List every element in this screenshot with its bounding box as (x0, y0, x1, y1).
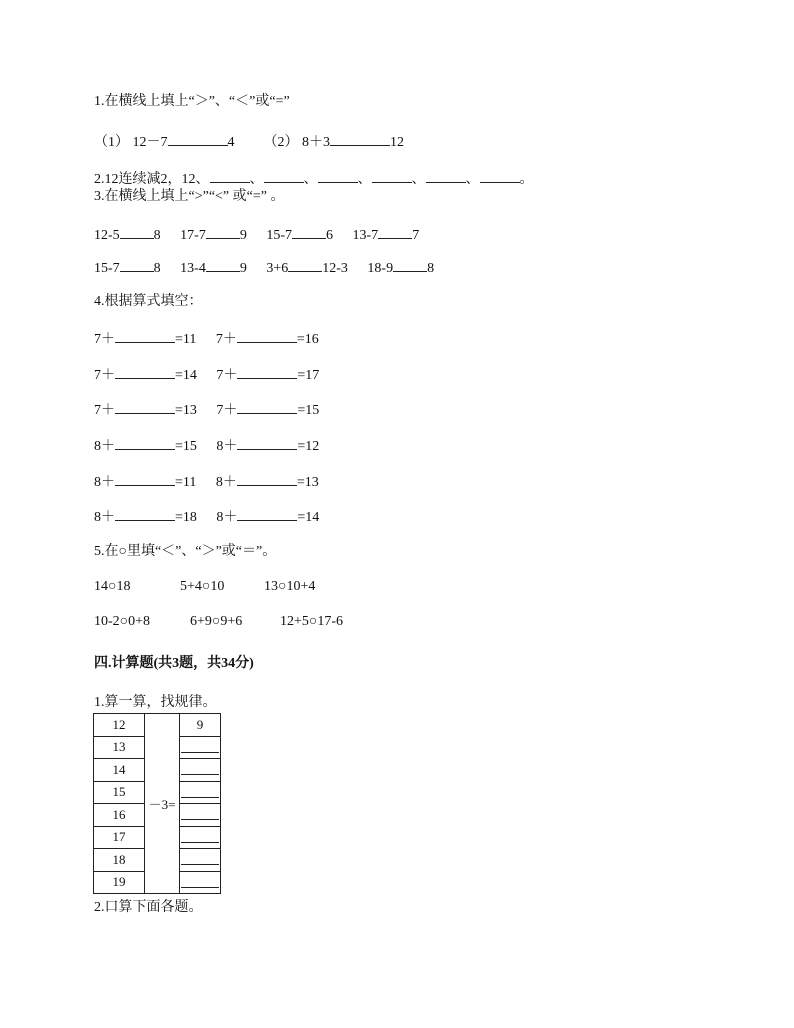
q4-row (94, 473, 319, 492)
expr-right: 8 (427, 261, 435, 276)
addend: 8＋ (94, 439, 115, 454)
sum: =13 (296, 475, 319, 490)
addend: 7＋ (94, 332, 115, 347)
addend: 8＋ (216, 510, 238, 525)
answer-blank[interactable] (480, 170, 520, 183)
addend: 7＋ (94, 368, 115, 383)
expr-left: 17-7 (180, 228, 206, 243)
q4-title: 4.根据算式填空： (94, 294, 203, 309)
q2-prefix: 2.12连续减2，12、 (94, 172, 210, 187)
sum: =16 (296, 332, 319, 347)
expr-right: 6 (326, 228, 334, 243)
compare-item[interactable]: 6+9○9+6 (190, 614, 243, 629)
expr-right: 7 (412, 228, 420, 243)
expr-left: 18-9 (367, 261, 394, 276)
answer-blank[interactable] (115, 401, 175, 414)
answer-cell[interactable] (180, 736, 221, 759)
expr-right: 8 (153, 228, 161, 243)
number-cell: 16 (94, 804, 145, 827)
addend: 7＋ (216, 368, 238, 383)
q4-row (94, 401, 319, 420)
q4-row (94, 508, 319, 527)
section-title: 四.计算题(共3题，共34分) (94, 656, 254, 671)
compare-item[interactable]: 13○10+4 (264, 579, 316, 594)
operation-cell: －3= (145, 714, 180, 894)
q1-p2-left: 8＋3 (302, 135, 330, 150)
q3-row-2 (94, 259, 434, 278)
answer-blank[interactable] (206, 226, 240, 239)
number-cell: 15 (94, 781, 145, 804)
addend: 7＋ (215, 332, 237, 347)
expr-right: 8 (153, 261, 161, 276)
addend: 8＋ (215, 475, 237, 490)
compare-item[interactable]: 10-2○0+8 (94, 614, 151, 629)
expr-left: 12-5 (94, 228, 120, 243)
q1-p1-label: （1） (94, 135, 129, 150)
answer-blank[interactable] (237, 473, 297, 486)
q4-row (94, 437, 319, 456)
q1-p2-right: 12 (390, 135, 404, 150)
answer-blank[interactable] (120, 226, 154, 239)
answer-blank[interactable] (264, 170, 304, 183)
expr-right: 9 (239, 228, 247, 243)
answer-blank[interactable] (237, 366, 297, 379)
answer-cell[interactable] (180, 871, 221, 894)
addend: 7＋ (94, 403, 115, 418)
sum: =11 (175, 332, 197, 347)
q1-p1-left: 12－7 (132, 135, 168, 150)
sum: =17 (297, 368, 320, 383)
answer-blank[interactable] (206, 259, 240, 272)
q1-p2-label: （2） (263, 135, 299, 150)
sum: =15 (175, 439, 197, 454)
number-cell: 14 (94, 759, 145, 782)
q4-row (94, 366, 319, 385)
number-cell: 19 (94, 871, 145, 894)
separator: 、 (411, 172, 426, 187)
answer-blank[interactable] (292, 226, 326, 239)
answer-blank[interactable] (115, 366, 175, 379)
answer-blank[interactable] (330, 133, 390, 146)
sum: =18 (175, 510, 197, 525)
answer-cell[interactable] (180, 781, 221, 804)
addend: 8＋ (94, 510, 115, 525)
answer-blank[interactable] (426, 170, 466, 183)
expr-left: 13-7 (352, 228, 379, 243)
q2-line (94, 170, 534, 189)
sum: =14 (175, 368, 197, 383)
separator: 、 (303, 172, 318, 187)
period: 。 (519, 172, 534, 187)
answer-cell[interactable] (180, 826, 221, 849)
sum: =13 (175, 403, 197, 418)
answer-cell: 9 (180, 714, 221, 737)
answer-blank[interactable] (378, 226, 412, 239)
expr-left: 15-7 (94, 261, 120, 276)
q1-p1-right: 4 (227, 135, 235, 150)
answer-blank[interactable] (237, 330, 297, 343)
answer-blank[interactable] (115, 473, 175, 486)
q5-row-1 (94, 578, 315, 596)
expr-left: 13-4 (180, 261, 206, 276)
answer-cell[interactable] (180, 759, 221, 782)
compare-item[interactable]: 12+5○17-6 (280, 614, 344, 629)
answer-blank[interactable] (237, 508, 297, 521)
expr-right: 12-3 (322, 261, 348, 276)
q4-row (94, 330, 319, 349)
answer-blank[interactable] (318, 170, 358, 183)
addend: 7＋ (216, 403, 238, 418)
number-cell: 17 (94, 826, 145, 849)
answer-blank[interactable] (115, 437, 175, 450)
number-cell: 13 (94, 736, 145, 759)
q3-row-1 (94, 226, 419, 245)
answer-cell[interactable] (180, 849, 221, 872)
number-cell: 18 (94, 849, 145, 872)
sum: =14 (297, 510, 320, 525)
separator: 、 (249, 172, 264, 187)
q5-row-2 (94, 613, 343, 631)
expr-left: 3+6 (266, 261, 289, 276)
calc1-title: 1.算一算，找规律。 (94, 695, 217, 710)
number-cell: 12 (94, 714, 145, 737)
pattern-table (93, 713, 221, 894)
q5-title: 5.在○里填“＜”、“＞”或“＝”。 (94, 544, 277, 559)
answer-blank[interactable] (288, 259, 322, 272)
expr-right: 9 (239, 261, 247, 276)
answer-blank[interactable] (115, 508, 175, 521)
addend: 8＋ (94, 475, 115, 490)
separator: 、 (357, 172, 372, 187)
separator: 、 (465, 172, 480, 187)
expr-left: 15-7 (266, 228, 293, 243)
sum: =11 (175, 475, 197, 490)
answer-blank[interactable] (372, 170, 412, 183)
compare-item[interactable]: 14○18 (94, 579, 131, 594)
q3-title: 3.在横线上填上“>”“<” 或“=” 。 (94, 189, 285, 204)
addend: 8＋ (216, 439, 238, 454)
answer-blank[interactable] (115, 330, 175, 343)
answer-blank[interactable] (210, 170, 250, 183)
answer-blank[interactable] (237, 437, 297, 450)
calc2-title: 2.口算下面各题。 (94, 900, 203, 915)
answer-cell[interactable] (180, 804, 221, 827)
q1-problems (94, 133, 404, 152)
answer-blank[interactable] (168, 133, 228, 146)
sum: =15 (297, 403, 320, 418)
answer-blank[interactable] (237, 401, 297, 414)
answer-blank[interactable] (393, 259, 427, 272)
sum: =12 (297, 439, 320, 454)
q1-title: 1.在横线上填上“＞”、“＜”或“=” (94, 94, 290, 109)
answer-blank[interactable] (120, 259, 154, 272)
compare-item[interactable]: 5+4○10 (180, 579, 225, 594)
